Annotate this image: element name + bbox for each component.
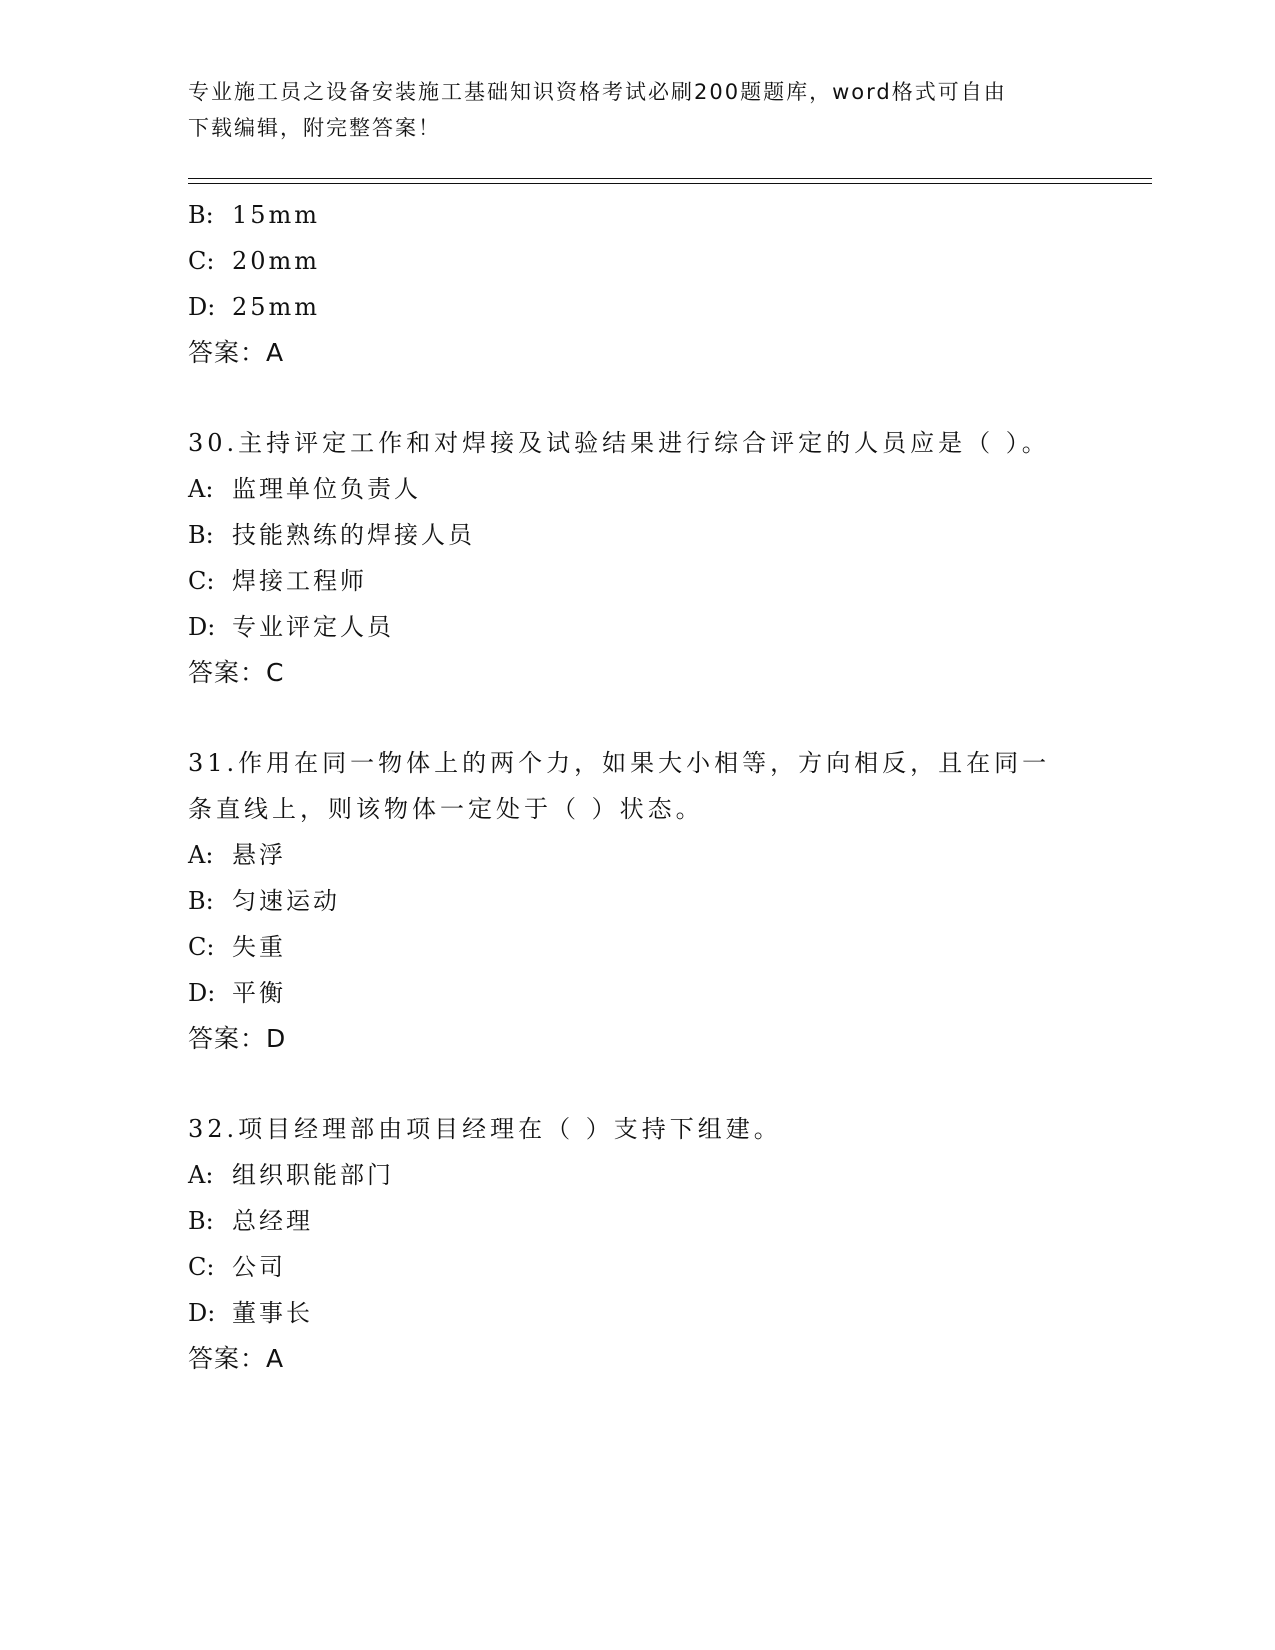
header-rule-top	[188, 178, 1152, 179]
option-a	[188, 466, 1088, 512]
option-key: B:	[188, 201, 214, 229]
option-text: 组织职能部门	[232, 1161, 394, 1189]
question-31	[188, 740, 1088, 1062]
option-key: B:	[188, 887, 214, 915]
option-text: 悬浮	[232, 841, 286, 869]
answer-line: 答案：D	[188, 1024, 287, 1053]
option-d	[188, 1290, 1088, 1336]
option-c	[188, 238, 1088, 284]
header-rule-bottom	[188, 183, 1152, 184]
option-text: 25mm	[232, 293, 321, 321]
option-c	[188, 924, 1088, 970]
answer-line: 答案：A	[188, 338, 285, 367]
option-text: 监理单位负责人	[232, 475, 421, 503]
option-b	[188, 192, 1088, 238]
option-text: 平衡	[232, 979, 286, 1007]
answer-line: 答案：C	[188, 658, 285, 687]
option-b	[188, 512, 1088, 558]
option-a	[188, 832, 1088, 878]
option-text: 15mm	[232, 201, 321, 229]
option-text: 董事长	[232, 1299, 313, 1327]
option-key: D:	[188, 1299, 216, 1327]
option-text: 20mm	[232, 247, 321, 275]
header-line-1: 专业施工员之设备安装施工基础知识资格考试必刷200题题库，word格式可自由	[188, 80, 1007, 104]
option-a	[188, 1152, 1088, 1198]
answer-line: 答案：A	[188, 1344, 285, 1373]
header-line-2: 下载编辑，附完整答案！	[188, 116, 441, 140]
question-list	[188, 192, 1088, 1382]
option-text: 技能熟练的焊接人员	[232, 521, 475, 549]
document-header	[188, 74, 1088, 146]
option-key: D:	[188, 613, 216, 641]
option-text: 总经理	[232, 1207, 313, 1235]
question-30	[188, 420, 1088, 696]
question-text: 31.作用在同一物体上的两个力，如果大小相等，方向相反，且在同一条直线上，则该物体一定处于（ ）状态。	[188, 749, 1051, 823]
option-key: A:	[188, 475, 214, 503]
option-key: C:	[188, 247, 215, 275]
option-d	[188, 970, 1088, 1016]
option-text: 失重	[232, 933, 286, 961]
option-c	[188, 1244, 1088, 1290]
option-d	[188, 604, 1088, 650]
option-key: A:	[188, 841, 214, 869]
option-key: D:	[188, 293, 216, 321]
option-key: C:	[188, 1253, 215, 1281]
option-key: B:	[188, 521, 214, 549]
question-text: 30.主持评定工作和对焊接及试验结果进行综合评定的人员应是（ ）。	[188, 429, 1050, 457]
prev-question-block	[188, 192, 1088, 376]
option-text: 专业评定人员	[232, 613, 394, 641]
option-key: A:	[188, 1161, 214, 1189]
question-text: 32.项目经理部由项目经理在（ ）支持下组建。	[188, 1115, 782, 1143]
option-b	[188, 1198, 1088, 1244]
option-text: 匀速运动	[232, 887, 340, 915]
option-text: 公司	[232, 1253, 286, 1281]
option-key: B:	[188, 1207, 214, 1235]
option-d	[188, 284, 1088, 330]
option-key: C:	[188, 933, 215, 961]
question-32	[188, 1106, 1088, 1382]
option-text: 焊接工程师	[232, 567, 367, 595]
option-c	[188, 558, 1088, 604]
option-key: D:	[188, 979, 216, 1007]
option-b	[188, 878, 1088, 924]
option-key: C:	[188, 567, 215, 595]
